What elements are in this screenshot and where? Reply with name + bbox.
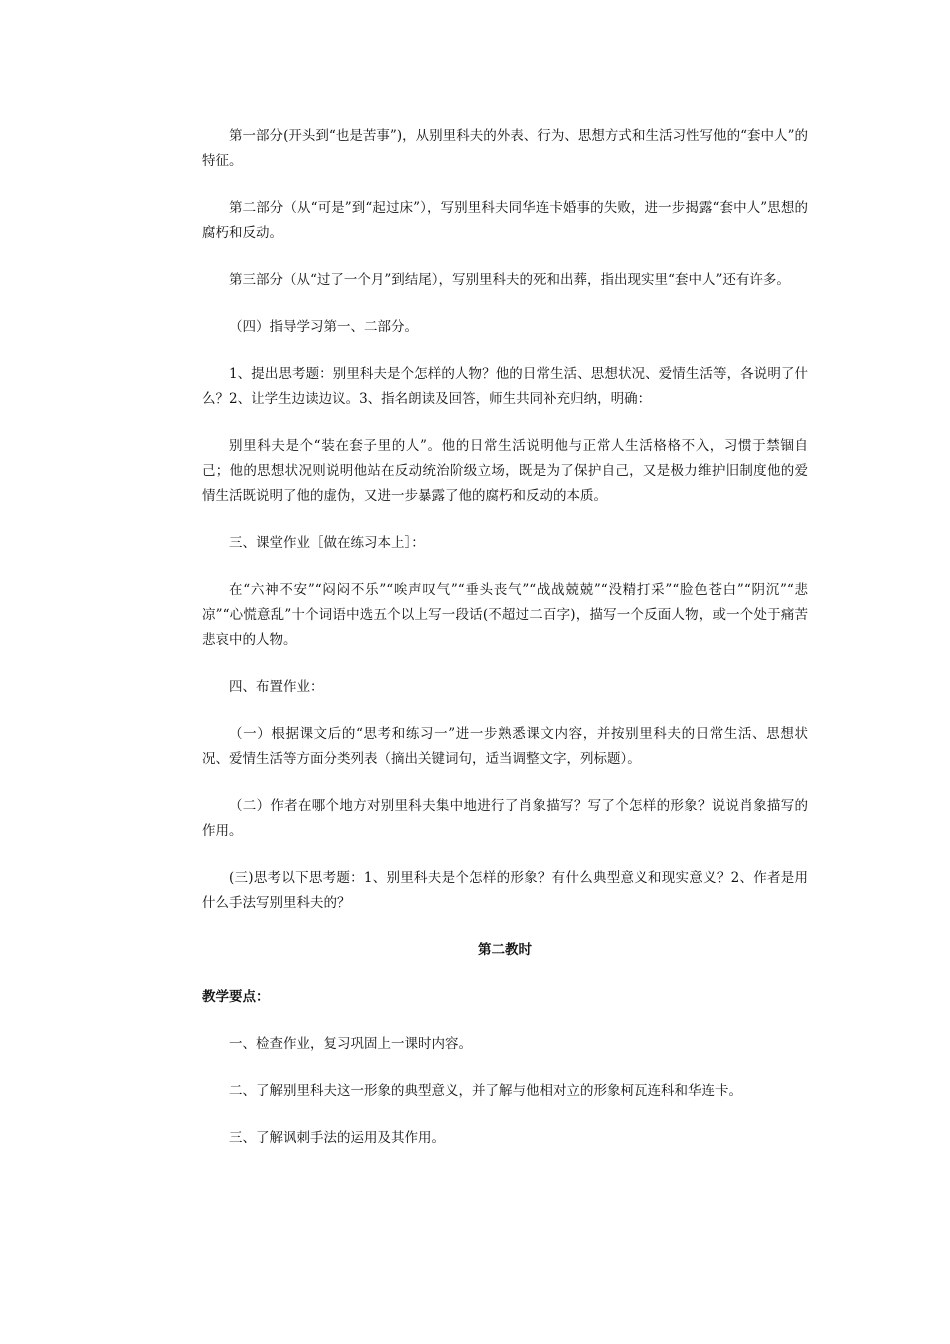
paragraph-character-summary: 别里科夫是个“装在套子里的人”。他的日常生活说明他与正常人生活格格不入，习惯于禁锢自己；他的思想状况则说明他站在反动统治阶级立场，既是为了保护自己，又是极力维护旧制度他的爱情生活既说明了他的虚伪，又进一步暴露了他的腐朽和反动的本质。 (202, 438, 808, 504)
paragraph-part-two: 第二部分（从“可是”到“起过床”），写别里科夫同华连卡婚事的失败，进一步揭露“套中人”思想的腐朽和反动。 (202, 200, 808, 241)
key-point-two: 二、了解别里科夫这一形象的典型意义，并了解与他相对立的形象柯瓦连科和华连卡。 (229, 1083, 742, 1099)
section-title: 第二教时 (478, 942, 532, 958)
paragraph-homework-three: (三)思考以下思考题：1、别里科夫是个怎样的形象？有什么典型意义和现实意义？2、作者是用什么手法写别里科夫的？ (202, 870, 808, 911)
paragraph-homework-two: （二）作者在哪个地方对别里科夫集中地进行了肖象描写？写了个怎样的形象？说说肖象描写的作用。 (202, 798, 808, 839)
paragraph-homework-heading: 四、布置作业： (229, 679, 324, 695)
paragraph-part-one: 第一部分(开头到“也是苦事”)，从别里科夫的外表、行为、思想方式和生活习性写他的“套中人”的特征。 (202, 128, 808, 169)
paragraph-questions: 1、提出思考题：别里科夫是个怎样的人物？他的日常生活、思想状况、爱情生活等，各说明了什么？2、让学生边读边议。3、指名朗读及回答，师生共同补充归纳，明确： (202, 366, 808, 407)
paragraph-homework-one: （一）根据课文后的“思考和练习一”进一步熟悉课文内容，并按别里科夫的日常生活、思想状况、爱情生活等方面分类列表（摘出关键词句，适当调整文字，列标题）。 (202, 726, 808, 767)
document-body (202, 124, 808, 1173)
paragraph-classwork-task: 在“六神不安”“闷闷不乐”“唉声叹气”“垂头丧气”“战战兢兢”“没精打采”“脸色苍白”“阴沉”“悲凉”“心慌意乱”十个词语中选五个以上写一段话(不超过二百字)，描写一个反面人物，或一个处于痛苦悲哀中的人物。 (202, 582, 808, 648)
paragraph-classwork-heading: 三、课堂作业［做在练习本上］： (229, 535, 425, 551)
key-point-three: 三、了解讽刺手法的运用及其作用。 (229, 1130, 445, 1146)
key-points-label: 教学要点： (202, 989, 270, 1005)
paragraph-guide-study: （四）指导学习第一、二部分。 (229, 319, 418, 335)
paragraph-part-three: 第三部分（从“过了一个月”到结尾），写别里科夫的死和出葬，指出现实里“套中人”还有许多。 (229, 272, 790, 288)
key-point-one: 一、检查作业，复习巩固上一课时内容。 (229, 1036, 472, 1052)
